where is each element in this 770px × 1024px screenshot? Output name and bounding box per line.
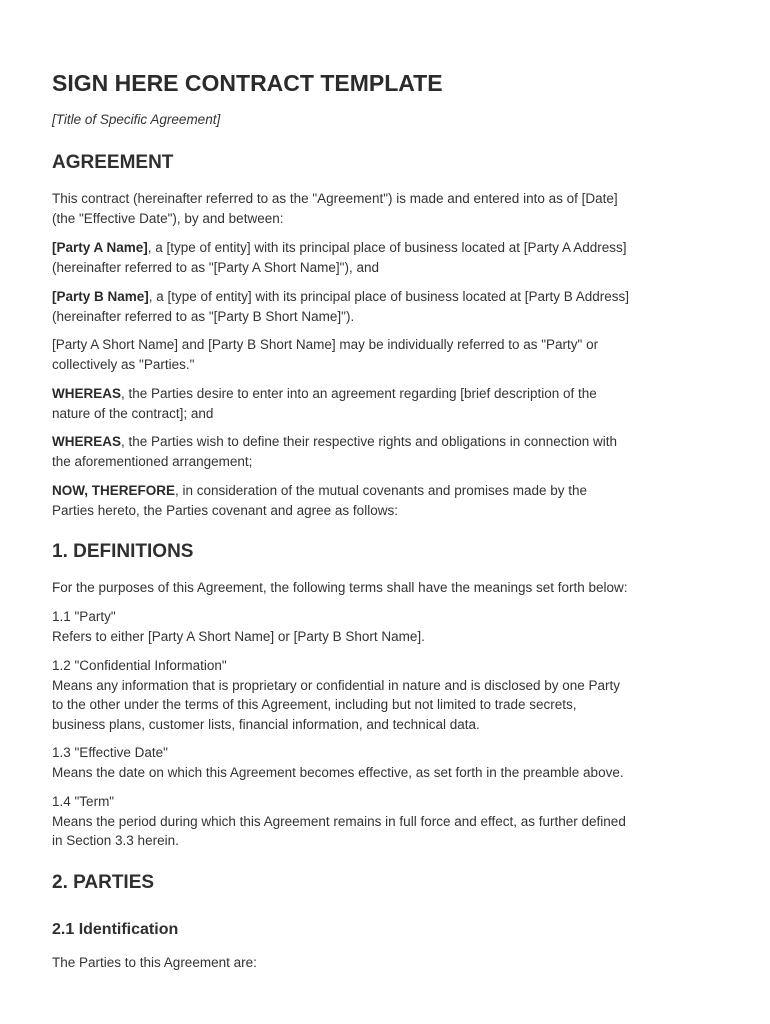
parties-intro: [52, 953, 732, 973]
definition-term: 1.1 "Party": [52, 609, 116, 624]
definition-text: Refers to either [Party A Short Name] or [Party B Short Name].: [52, 628, 425, 644]
definition-term: 1.2 "Confidential Information": [52, 658, 227, 673]
definition-text: to the other under the terms of this Agreement, including but not limited to trade secrets,: [52, 697, 577, 712]
definition-text: business plans, customer lists, financial information, and technical data.: [52, 716, 480, 732]
party-b-short-name-line: (hereinafter referred to as "[Party B Short Name]").: [52, 308, 355, 324]
agreement-intro-line: (the "Effective Date"), by and between:: [52, 210, 284, 226]
party-a-paragraph: [52, 238, 732, 277]
document-title: SIGN HERE CONTRACT TEMPLATE: [52, 70, 443, 96]
now-therefore-paragraph: [52, 481, 732, 520]
whereas-text: nature of the contract]; and: [52, 405, 214, 421]
definition-item: [52, 656, 732, 734]
identification-subheading: 2.1 Identification: [52, 921, 179, 938]
collective-paragraph: [52, 335, 732, 374]
whereas-paragraph-2: [52, 432, 732, 471]
whereas-text: , the Parties wish to define their respective rights and obligations in connection with: [121, 434, 618, 449]
parties-intro-line: The Parties to this Agreement are:: [52, 955, 257, 970]
collective-line: [Party A Short Name] and [Party B Short Name] may be individually referred to as "Party" or: [52, 337, 599, 352]
definitions-heading: 1. DEFINITIONS: [52, 541, 194, 562]
definition-text: Means any information that is proprietary or confidential in nature and is disclosed by one Party: [52, 677, 621, 693]
now-therefore-text: Parties hereto, the Parties covenant and agree as follows:: [52, 502, 398, 518]
party-b-description: , a [type of entity] with its principal place of business located at [Party B Address]: [148, 289, 630, 304]
whereas-paragraph-1: [52, 384, 732, 423]
party-a-short-name-line: (hereinafter referred to as "[Party A Short Name]"), and: [52, 259, 379, 275]
definition-text: Means the date on which this Agreement becomes effective, as set forth in the preamble above.: [52, 764, 624, 780]
whereas-label: WHEREAS: [52, 434, 122, 449]
party-a-name: [Party A Name]: [52, 240, 148, 255]
document-subtitle: [Title of Specific Agreement]: [52, 112, 221, 127]
parties-heading: 2. PARTIES: [52, 872, 155, 893]
party-a-description: , a [type of entity] with its principal place of business located at [Party A Address]: [147, 240, 627, 255]
definitions-intro: [52, 578, 732, 598]
now-therefore-label: NOW, THEREFORE: [52, 483, 176, 498]
definitions-intro-line: For the purposes of this Agreement, the following terms shall have the meanings set forth below:: [52, 580, 628, 595]
definition-term: 1.4 "Term": [52, 794, 115, 809]
agreement-intro: [52, 189, 732, 228]
party-b-paragraph: [52, 287, 732, 326]
agreement-intro-line: This contract (hereinafter referred to as the "Agreement") is made and entered into as of [Date]: [52, 191, 618, 206]
definition-item: [52, 607, 732, 646]
definition-term: 1.3 "Effective Date": [52, 745, 168, 760]
whereas-text: , the Parties desire to enter into an agreement regarding [brief description of the: [121, 386, 597, 401]
whereas-label: WHEREAS: [52, 386, 122, 401]
whereas-text: the aforementioned arrangement;: [52, 453, 253, 469]
definition-text: Means the period during which this Agreement remains in full force and effect, as further defined: [52, 813, 626, 829]
definition-item: [52, 792, 732, 851]
agreement-heading: AGREEMENT: [52, 152, 174, 173]
definition-text: in Section 3.3 herein.: [52, 833, 179, 848]
now-therefore-text: , in consideration of the mutual covenants and promises made by the: [175, 483, 588, 498]
party-b-name: [Party B Name]: [52, 289, 149, 304]
collective-line: collectively as "Parties.": [52, 356, 195, 372]
definition-item: [52, 743, 732, 782]
